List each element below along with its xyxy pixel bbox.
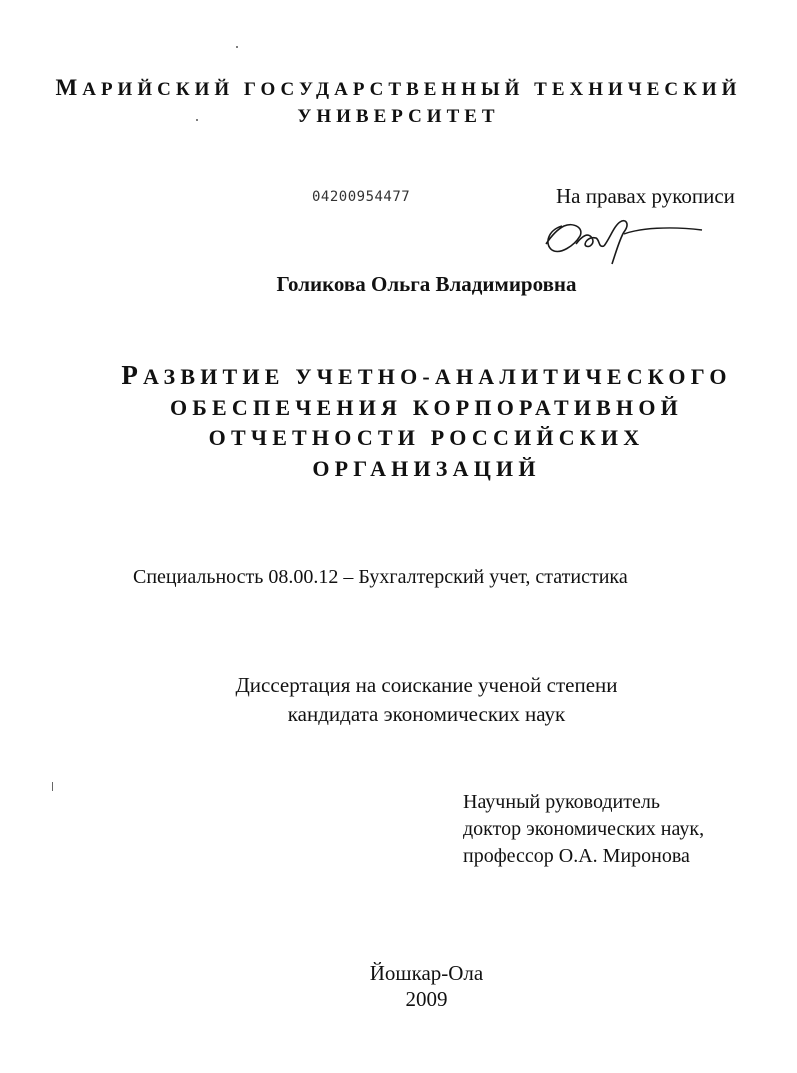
dissertation-title xyxy=(0,360,797,484)
title-line-1-rest: АЗВИТИЕ УЧЕТНО-АНАЛИТИЧЕСКОГО xyxy=(143,364,732,389)
scan-speck xyxy=(236,46,238,48)
university-line-1-rest: АРИЙСКИЙ ГОСУДАРСТВЕННЫЙ ТЕХНИЧЕСКИЙ xyxy=(82,79,742,100)
title-line-1: РАЗВИТИЕ УЧЕТНО-АНАЛИТИЧЕСКОГО xyxy=(121,360,732,390)
title-line-2: ОБЕСПЕЧЕНИЯ КОРПОРАТИВНОЙ xyxy=(170,394,683,420)
author-signature xyxy=(540,208,710,266)
university-name xyxy=(0,74,797,130)
city-and-year xyxy=(0,960,797,1012)
advisor-line-1: Научный руководитель xyxy=(463,791,660,813)
title-line-4: ОРГАНИЗАЦИЙ xyxy=(312,455,541,481)
manuscript-rights-note: На правах рукописи xyxy=(556,184,735,208)
degree-line-2: кандидата экономических наук xyxy=(287,702,566,726)
city: Йошкар-Ола xyxy=(369,961,484,985)
document-number: 04200954477 xyxy=(312,189,411,205)
advisor-line-3: профессор О.А. Миронова xyxy=(463,845,690,867)
author-name: Голикова Ольга Владимировна xyxy=(276,272,577,296)
university-line-1: МАРИЙСКИЙ ГОСУДАРСТВЕННЫЙ ТЕХНИЧЕСКИЙ xyxy=(55,75,742,100)
advisor-line-2: доктор экономических наук, xyxy=(463,818,705,840)
university-line-2: УНИВЕРСИТЕТ xyxy=(297,106,500,127)
scientific-advisor xyxy=(463,789,704,870)
degree-line-1: Диссертация на соискание ученой степени xyxy=(235,673,618,697)
degree-statement xyxy=(0,671,797,729)
specialty-line: Специальность 08.00.12 – Бухгалтерский учет, статистика xyxy=(133,566,628,588)
scan-mark xyxy=(52,782,53,791)
year: 2009 xyxy=(405,987,448,1011)
title-line-3: ОТЧЕТНОСТИ РОССИЙСКИХ xyxy=(208,425,645,450)
scan-speck xyxy=(196,119,198,121)
